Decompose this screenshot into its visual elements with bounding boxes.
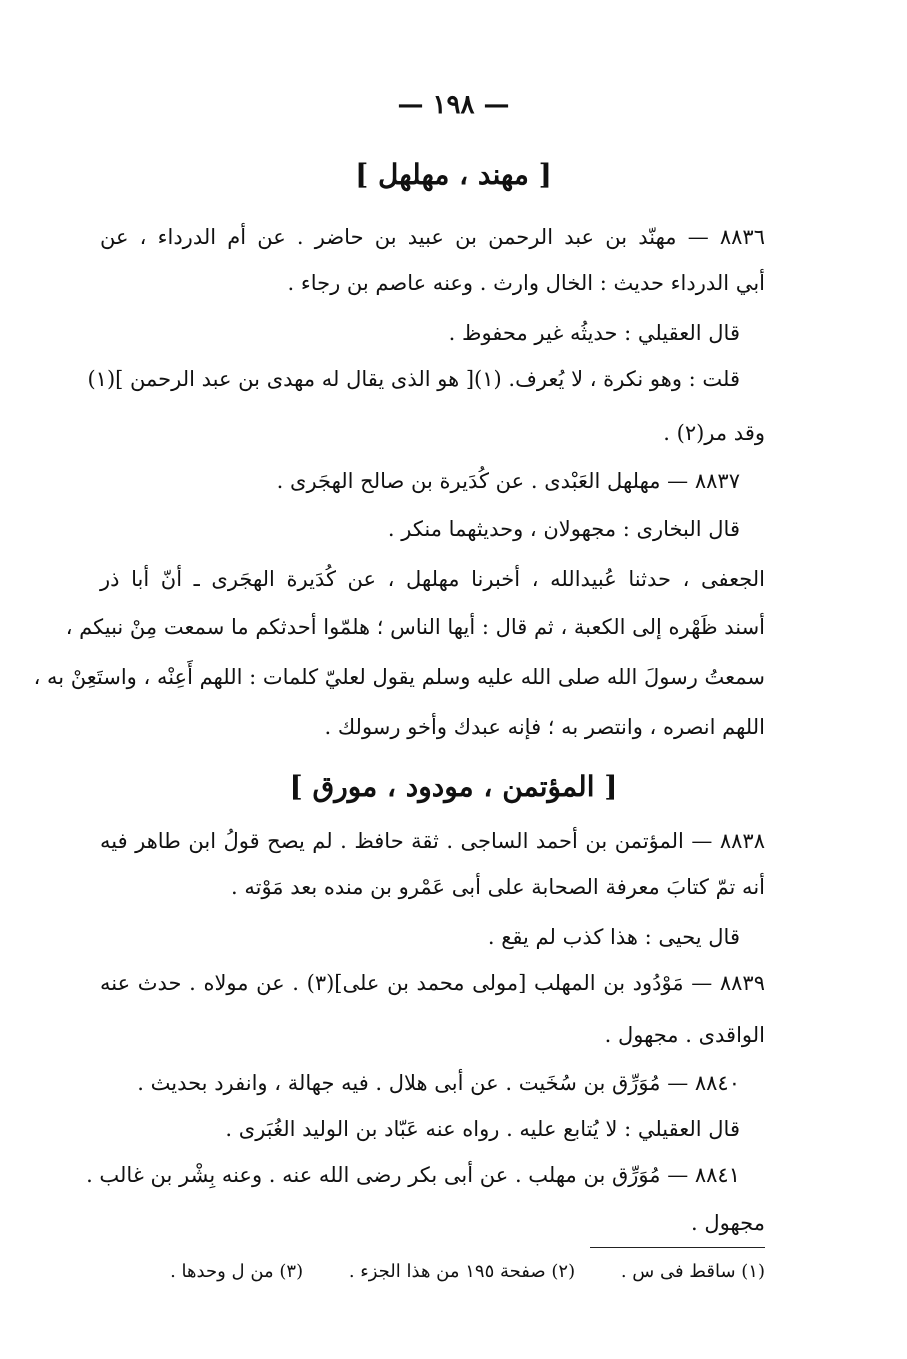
entry-8836-line-5: وقد مر(٢) . bbox=[663, 421, 765, 445]
footnote-divider bbox=[590, 1247, 765, 1248]
entry-8837-line-4: أسند ظَهْره إلى الكعبة ، ثم قال : أيها الناس ؛ هلمّوا أحدثكم ما سمعت مِنْ نبيكم ، bbox=[65, 615, 765, 639]
entry-8837-line-1: ٨٨٣٧ — مهلهل العَبْدى . عن كُدَيرة بن صالح الهجَرى . bbox=[276, 469, 740, 493]
entry-8839-line-2: الواقدى . مجهول . bbox=[604, 1023, 765, 1047]
entry-8836-line-1: ٨٨٣٦ — مهنّد بن عبد الرحمن بن عبيد بن حاضر . عن أم الدرداء ، عن bbox=[100, 225, 765, 249]
entry-8841-line-1: ٨٨٤١ — مُوَرِّق بن مهلب . عن أبى بكر رضى الله عنه . وعنه بِشْر بن غالب . bbox=[86, 1163, 740, 1187]
section-heading-muetaman: [ المؤتمن ، مودود ، مورق ] bbox=[289, 770, 618, 803]
footnote-2: (٢) صفحة ١٩٥ من هذا الجزء . bbox=[348, 1261, 576, 1282]
footnotes bbox=[100, 1258, 765, 1286]
entry-8840-line-2: قال العقيلي : لا يُتابع عليه . رواه عنه عَبّاد بن الوليد الغُبَرى . bbox=[225, 1117, 740, 1141]
page-number: — ١٩٨ — bbox=[397, 90, 510, 120]
entry-8838-line-1: ٨٨٣٨ — المؤتمن بن أحمد الساجى . ثقة حافظ . لم يصح قولُ ابن طاهر فيه bbox=[100, 829, 765, 853]
entry-8837-line-2: قال البخارى : مجهولان ، وحديثهما منكر . bbox=[387, 517, 740, 541]
entry-8837-line-6: اللهم انصره ، وانتصر به ؛ فإنه عبدك وأخو رسولك . bbox=[324, 715, 765, 739]
entry-8839-line-1: ٨٨٣٩ — مَوْدُود بن المهلب [مولى محمد بن على](٣) . عن مولاه . حدث عنه bbox=[100, 971, 765, 995]
entry-8841-line-2: مجهول . bbox=[691, 1211, 765, 1235]
entry-8836-line-4: قلت : وهو نكرة ، لا يُعرف. (١)[ هو الذى يقال له مهدى بن عبد الرحمن ](١) bbox=[87, 367, 740, 391]
entry-8837-line-3: الجعفى ، حدثنا عُبيدالله ، أخبرنا مهلهل ، عن كُدَيرة الهجَرى ـ أنّ أبا ذر bbox=[100, 567, 765, 591]
section-heading-muhannad: [ مهند ، مهلهل ] bbox=[355, 158, 552, 191]
entry-8838-line-2: أنه تمّ كتابَ معرفة الصحابة على أبى عَمْرو بن منده بعد مَوْته . bbox=[230, 875, 765, 899]
footnote-3: (٣) من ل وحدها . bbox=[170, 1261, 304, 1282]
entry-8840-line-1: ٨٨٤٠ — مُوَرِّق بن سُخَيت . عن أبى هلال . فيه جهالة ، وانفرد بحديث . bbox=[137, 1071, 740, 1095]
entry-8836-line-3: قال العقيلي : حديثُه غير محفوظ . bbox=[448, 321, 740, 345]
entry-8837-line-5: سمعتُ رسولَ الله صلى الله عليه وسلم يقول لعليّ كلمات : اللهم أَعِنْه ، واستَعِنْ به ، bbox=[33, 665, 765, 689]
footnote-1: (١) ساقط فى س . bbox=[620, 1261, 765, 1282]
entry-8836-line-2: أبي الدرداء حديث : الخال وارث . وعنه عاصم بن رجاء . bbox=[287, 271, 765, 295]
entry-8838-line-3: قال يحيى : هذا كذب لم يقع . bbox=[487, 925, 740, 949]
